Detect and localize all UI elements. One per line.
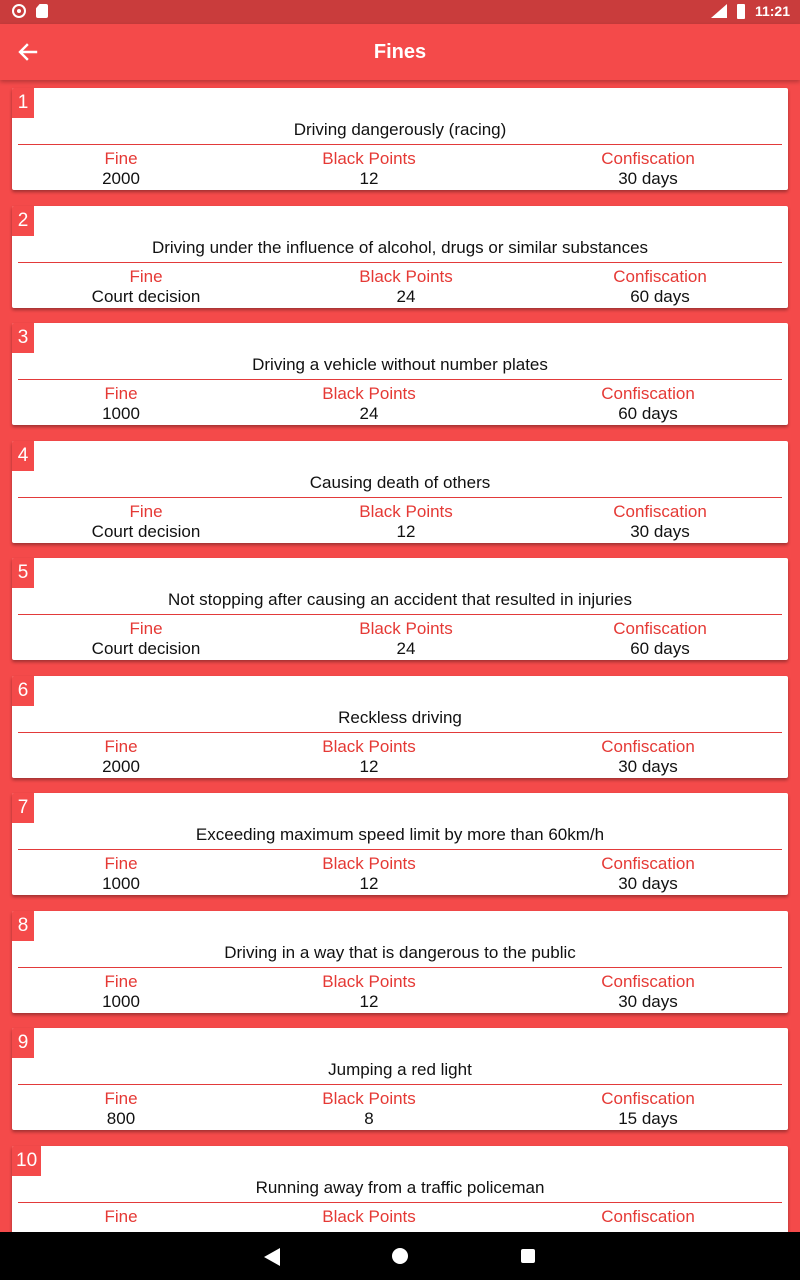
fine-label: Fine — [104, 971, 138, 991]
points-column — [359, 619, 453, 659]
fine-column — [92, 619, 201, 659]
card-title: Driving a vehicle without number plates — [252, 355, 548, 374]
navigation-bar — [0, 1232, 800, 1280]
confiscation-value: 30 days — [618, 874, 678, 893]
card-title: Causing death of others — [309, 472, 491, 492]
points-label: Black Points — [359, 266, 453, 286]
fine-column — [102, 854, 140, 894]
points-column — [359, 267, 453, 307]
points-label: Black Points — [359, 501, 453, 521]
confiscation-value: 30 days — [618, 991, 678, 1011]
sd-card-icon — [36, 4, 48, 18]
card-title: Driving dangerously (racing) — [293, 120, 507, 139]
points-label: Black Points — [322, 1089, 416, 1108]
confiscation-label: Confiscation — [613, 619, 707, 638]
card-divider — [18, 379, 782, 380]
confiscation-label: Confiscation — [613, 266, 707, 286]
points-value: 12 — [359, 991, 379, 1011]
points-column — [322, 1207, 416, 1227]
points-label: Black Points — [322, 149, 416, 168]
card-number-badge: 3 — [12, 323, 34, 353]
fine-value: 2000 — [102, 756, 140, 776]
confiscation-value: 60 days — [618, 404, 678, 423]
card-number-badge: 2 — [12, 206, 34, 236]
fine-label: Fine — [104, 384, 138, 403]
confiscation-value: 15 days — [618, 1109, 678, 1128]
nav-back-icon[interactable] — [264, 1248, 280, 1266]
fines-list[interactable] — [0, 80, 800, 1232]
confiscation-label: Confiscation — [601, 971, 695, 991]
fine-value: 1000 — [102, 404, 140, 423]
card-title: Exceeding maximum speed limit by more than 60km/h — [195, 825, 605, 844]
card-divider — [18, 849, 782, 850]
confiscation-value: 60 days — [630, 286, 690, 306]
confiscation-column — [613, 619, 707, 659]
card-title: Driving under the influence of alcohol, drugs or similar substances — [151, 237, 649, 257]
confiscation-column — [613, 502, 707, 542]
fine-card[interactable] — [12, 793, 788, 895]
points-value: 24 — [359, 404, 379, 423]
fine-label: Fine — [104, 854, 138, 873]
points-value: 12 — [359, 874, 379, 893]
points-column — [322, 972, 416, 1012]
fine-value: 1000 — [102, 991, 140, 1011]
confiscation-column — [601, 737, 695, 777]
card-divider — [18, 1202, 782, 1203]
card-number-badge: 10 — [12, 1146, 41, 1176]
points-label: Black Points — [322, 384, 416, 403]
points-column — [322, 149, 416, 189]
points-value: 8 — [364, 1109, 374, 1128]
points-value: 12 — [359, 756, 379, 776]
fine-value: Court decision — [91, 639, 201, 658]
confiscation-label: Confiscation — [601, 1206, 695, 1226]
card-number-badge: 9 — [12, 1028, 34, 1058]
fine-column — [102, 972, 140, 1012]
confiscation-column — [601, 149, 695, 189]
points-label: Black Points — [359, 619, 453, 638]
card-number-badge: 7 — [12, 793, 34, 823]
confiscation-column — [601, 1207, 695, 1227]
card-divider — [18, 614, 782, 615]
confiscation-value: 30 days — [618, 756, 678, 776]
card-title: Driving in a way that is dangerous to the public — [224, 942, 576, 962]
card-number-badge: 1 — [12, 88, 34, 118]
points-label: Black Points — [322, 1206, 416, 1226]
page-title: Fines — [373, 41, 427, 63]
points-value: 24 — [396, 286, 416, 306]
fine-column — [102, 737, 140, 777]
fine-card[interactable] — [12, 323, 788, 425]
card-divider — [18, 1084, 782, 1085]
fine-column — [102, 384, 140, 424]
fine-label: Fine — [104, 736, 138, 756]
status-time: 11:21 — [754, 3, 790, 19]
card-number-badge: 5 — [12, 558, 34, 588]
points-value: 12 — [396, 521, 416, 541]
status-bar — [0, 0, 800, 24]
points-label: Black Points — [322, 971, 416, 991]
signal-icon — [711, 4, 727, 18]
fine-column — [102, 149, 140, 189]
confiscation-label: Confiscation — [601, 1089, 695, 1108]
fine-column — [92, 267, 201, 307]
fine-label: Fine — [129, 266, 163, 286]
confiscation-label: Confiscation — [601, 384, 695, 403]
fine-value: 800 — [106, 1109, 136, 1128]
confiscation-column — [601, 384, 695, 424]
card-divider — [18, 497, 782, 498]
confiscation-column — [601, 1089, 695, 1129]
fine-column — [104, 1207, 137, 1227]
points-label: Black Points — [322, 736, 416, 756]
card-divider — [18, 262, 782, 263]
fine-label: Fine — [129, 501, 163, 521]
app-bar — [0, 24, 800, 80]
confiscation-value: 60 days — [630, 639, 690, 658]
fine-label: Fine — [104, 149, 138, 168]
fine-column — [92, 502, 201, 542]
card-number-badge: 8 — [12, 911, 34, 941]
confiscation-column — [601, 972, 695, 1012]
points-column — [322, 1089, 416, 1129]
fine-value: 2000 — [102, 169, 140, 188]
notification-circle-icon — [12, 4, 26, 18]
points-column — [322, 854, 416, 894]
fine-column — [104, 1089, 137, 1129]
fine-value: Court decision — [91, 286, 201, 306]
fine-card[interactable] — [12, 1028, 788, 1130]
card-divider — [18, 967, 782, 968]
fine-label: Fine — [104, 1206, 138, 1226]
confiscation-value: 30 days — [618, 169, 678, 188]
fine-card[interactable] — [12, 88, 788, 190]
card-divider — [18, 144, 782, 145]
battery-icon — [737, 4, 745, 19]
confiscation-column — [601, 854, 695, 894]
fine-card[interactable] — [12, 911, 788, 1013]
points-value: 12 — [359, 169, 379, 188]
confiscation-label: Confiscation — [601, 736, 695, 756]
confiscation-label: Confiscation — [601, 149, 695, 168]
card-number-badge: 6 — [12, 676, 34, 706]
confiscation-column — [613, 267, 707, 307]
confiscation-label: Confiscation — [613, 501, 707, 521]
fine-card[interactable] — [12, 206, 788, 308]
fine-card[interactable] — [12, 676, 788, 778]
nav-home-icon[interactable] — [392, 1248, 408, 1264]
card-number-badge: 4 — [12, 441, 34, 471]
fine-label: Fine — [104, 1089, 138, 1108]
points-column — [322, 384, 416, 424]
fine-card[interactable] — [12, 558, 788, 660]
points-column — [359, 502, 453, 542]
confiscation-label: Confiscation — [601, 854, 695, 873]
points-column — [322, 737, 416, 777]
card-title: Running away from a traffic policeman — [255, 1177, 545, 1197]
card-title: Jumping a red light — [328, 1060, 472, 1079]
card-title: Not stopping after causing an accident that resulted in injuries — [168, 590, 632, 609]
card-title: Reckless driving — [338, 707, 462, 727]
fine-card[interactable] — [12, 1146, 788, 1233]
points-label: Black Points — [322, 854, 416, 873]
fine-value: 1000 — [102, 874, 140, 893]
confiscation-value: 30 days — [630, 521, 690, 541]
nav-recent-apps-icon[interactable] — [521, 1249, 535, 1263]
fine-label: Fine — [129, 619, 163, 638]
card-divider — [18, 732, 782, 733]
fine-card[interactable] — [12, 441, 788, 543]
points-value: 24 — [396, 639, 416, 658]
fine-value: Court decision — [91, 521, 201, 541]
